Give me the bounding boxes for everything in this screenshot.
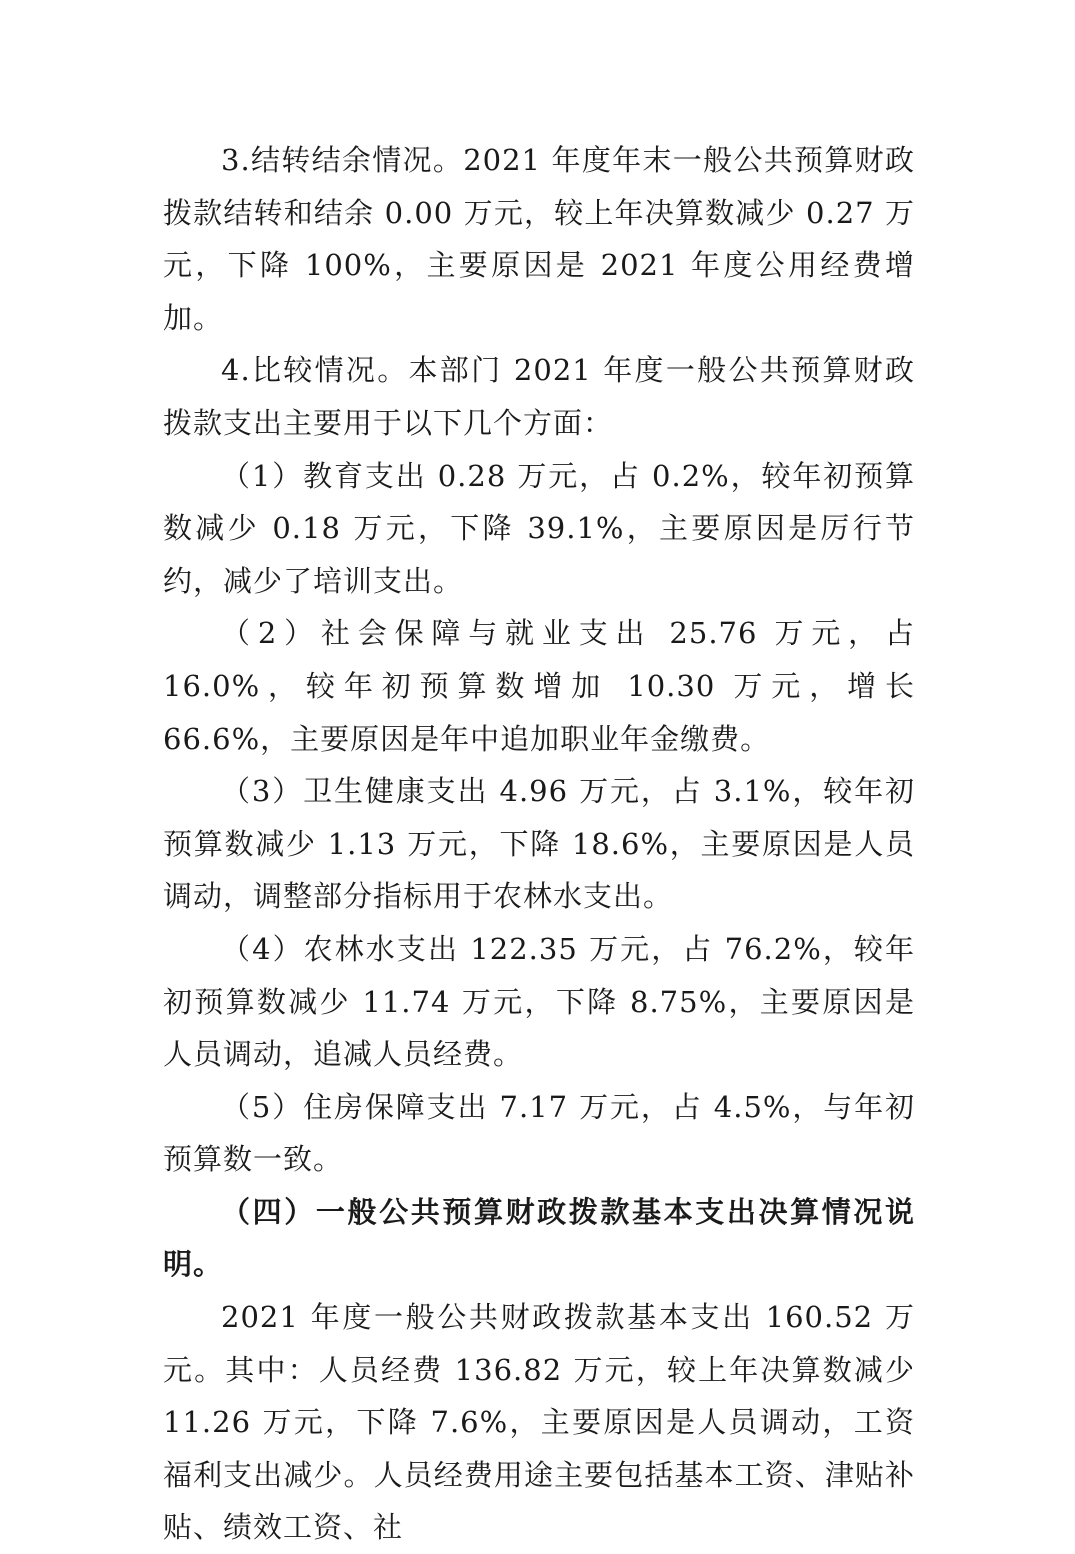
paragraph-social-security: （2）社会保障与就业支出 25.76 万元，占 16.0%，较年初预算数增加 10.30 万元，增长 66.6%，主要原因是年中追加职业年金缴费。	[163, 616, 915, 756]
paragraph-basic-expenditure: 2021 年度一般公共财政拨款基本支出 160.52 万元。其中：人员经费 136.82 万元，较上年决算数减少 11.26 万元，下降 7.6%，主要原因是人员调动，工资福利支出减少。人员经费用途主要包括基本工资、津贴补贴、绩效工资、社	[163, 1300, 915, 1545]
section-heading: （四）一般公共预算财政拨款基本支出决算情况说明。	[163, 1194, 915, 1282]
paragraph-carryover: 3.结转结余情况。2021 年度年末一般公共预算财政拨款结转和结余 0.00 万元，较上年决算数减少 0.27 万元，下降 100%，主要原因是 2021 年度公用经费增加。	[163, 143, 915, 335]
paragraph-health: （3）卫生健康支出 4.96 万元，占 3.1%，较年初预算数减少 1.13 万元，下降 18.6%，主要原因是人员调动，调整部分指标用于农林水支出。	[163, 774, 915, 914]
paragraph-education: （1）教育支出 0.28 万元，占 0.2%，较年初预算数减少 0.18 万元，下降 39.1%，主要原因是厉行节约，减少了培训支出。	[163, 458, 915, 598]
document-page	[163, 134, 915, 1554]
paragraph-agriculture: （4）农林水支出 122.35 万元，占 76.2%，较年初预算数减少 11.74 万元，下降 8.75%，主要原因是人员调动，追减人员经费。	[163, 931, 915, 1072]
paragraph-housing: （5）住房保障支出 7.17 万元，占 4.5%，与年初预算数一致。	[163, 1089, 915, 1177]
paragraph-comparison: 4.比较情况。本部门 2021 年度一般公共预算财政拨款支出主要用于以下几个方面：	[163, 353, 915, 440]
